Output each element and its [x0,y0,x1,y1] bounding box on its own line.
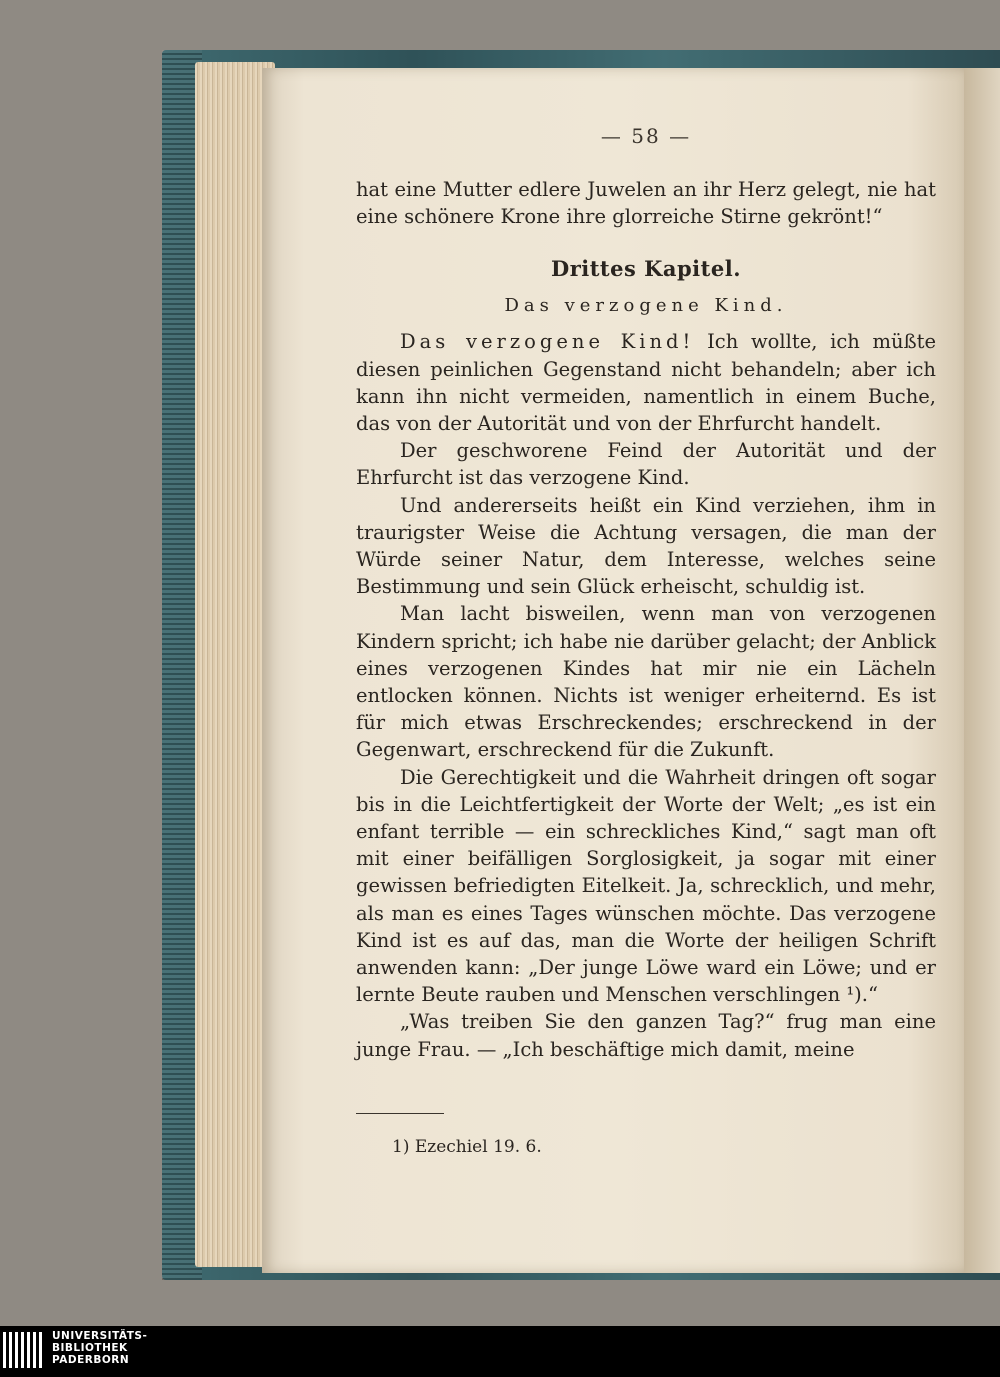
page-body [356,176,936,1063]
paragraph: Die Gerechtigkeit und die Wahrheit dringen oft sogar bis in die Leichtfertigkeit der Worte der Welt; „es ist ein enfant terrible — ein schreckliches Kind,“ sagt man oft mit einer beifälligen Sorglosigkeit, ja sogar mit einer gewissen befriedigten Eitelkeit. Ja, schrecklich, und mehr, als man es eines Tages wünschen möchte. Das verzogene Kind ist es auf das, man die Worte der heiligen Schrift anwenden kann: „Der junge Löwe ward ein Löwe; und er lernte Beute rauben und Menschen verschlingen ¹).“ [356,765,936,1007]
paragraph-text: Ich wollte, ich müßte diesen peinlichen Gegenstand nicht behandeln; aber ich kann ihn nicht vermeiden, namentlich in einem Buche, das von der Autorität und von der Ehrfurcht handelt. [356,330,937,436]
library-name [52,1330,147,1366]
paragraph-lead: Das verzogene Kind! [400,330,695,354]
library-name-line: PADERBORN [52,1354,130,1366]
facing-page-edge [964,68,1000,1273]
chapter-subtitle: Das verzogene Kind. [504,295,788,317]
paragraph: „Was treiben Sie den ganzen Tag?“ frug man eine junge Frau. — „Ich beschäftige mich damit, meine [356,1010,936,1061]
chapter-title: Drittes Kapitel. [550,256,742,282]
library-name-line: UNIVERSITÄTS- [52,1330,148,1342]
paragraph: Man lacht bisweilen, wenn man von verzogenen Kindern spricht; ich habe nie darüber gelacht; der Anblick eines verzogenen Kindes hat mir nie ein Lächeln entlocken können. Nichts ist weniger erheiternd. Es ist für mich etwas Erschreckendes; erschreckend in der Gegenwart, erschreckend für die Zukunft. [356,602,936,762]
continuation-text: hat eine Mutter edlere Juwelen an ihr Herz gelegt, nie hat eine schönere Krone ihre glorreiche Stirne gekrönt!“ [356,178,936,229]
paragraph [356,328,936,437]
footnote: 1) Ezechiel 19. 6. [392,1137,542,1157]
paragraph: Und andererseits heißt ein Kind verziehen, ihm in traurigster Weise die Achtung versagen, die man der Würde seiner Natur, dem Interesse, welches seine Bestimmung und sein Glück erheischt, schuldig ist. [356,493,936,599]
library-logo-icon [3,1332,43,1372]
footnote-rule [356,1113,444,1114]
paragraph: Der geschworene Feind der Autorität und der Ehrfurcht ist das verzogene Kind. [356,439,936,490]
page-number: — 58 — [600,124,692,148]
library-name-line: BIBLIOTHEK [52,1342,128,1354]
library-footer [0,1326,1000,1377]
